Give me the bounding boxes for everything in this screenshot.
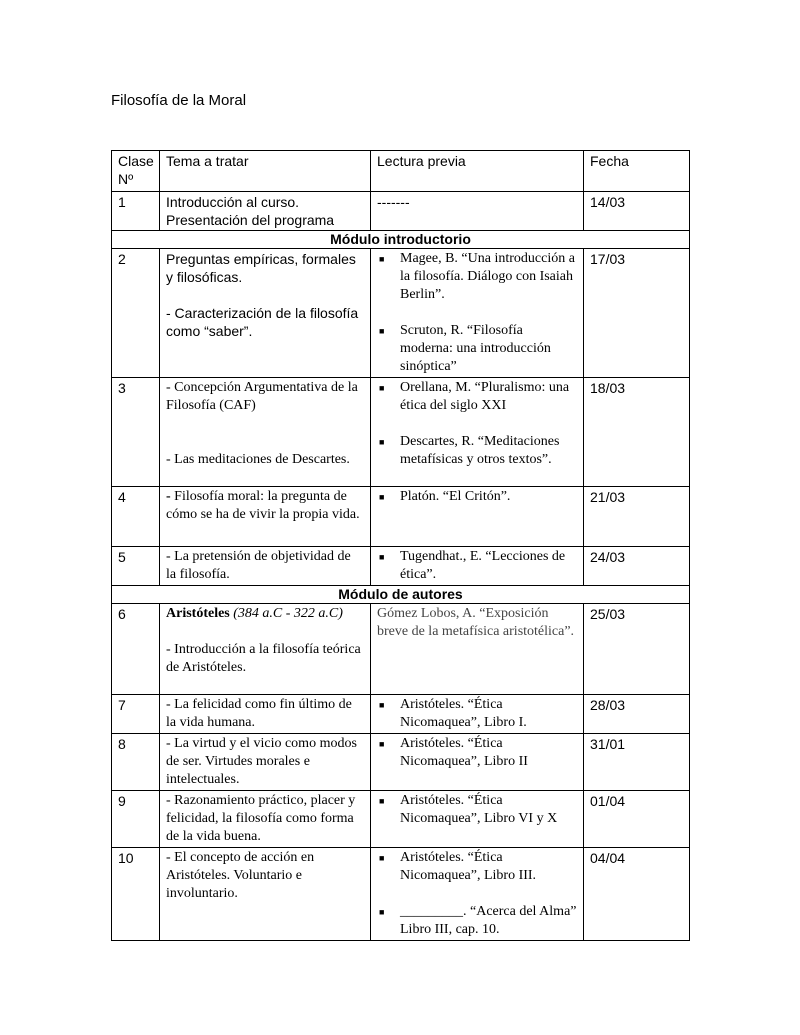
reading-item: Magee, B. “Una introducción a la filosofía. Diálogo con Isaiah Berlin”. — [400, 251, 575, 302]
reading-cell — [371, 695, 584, 734]
class-number: 1 — [112, 192, 160, 231]
date-cell: 24/03 — [584, 547, 690, 586]
date-cell: 28/03 — [584, 695, 690, 734]
topic-cell — [160, 249, 371, 378]
reading-cell — [371, 791, 584, 848]
class-number: 2 — [112, 249, 160, 378]
author-name: Aristóteles — [166, 606, 230, 621]
reading-cell — [371, 249, 584, 378]
square-bullet-icon: ■ — [379, 739, 385, 749]
table-row — [112, 192, 690, 231]
date-cell: 14/03 — [584, 192, 690, 231]
document-title: Filosofía de la Moral — [111, 92, 247, 109]
date-cell: 17/03 — [584, 249, 690, 378]
reading-item: Aristóteles. “Ética Nicomaquea”, Libro II — [400, 736, 528, 769]
date-cell: 18/03 — [584, 378, 690, 487]
reading-cell: Gómez Lobos, A. “Exposición breve de la metafísica aristotélica”. — [371, 604, 584, 695]
topic-cell: - El concepto de acción en Aristóteles. Voluntario e involuntario. — [160, 848, 371, 941]
date-cell: 01/04 — [584, 791, 690, 848]
class-number: 6 — [112, 604, 160, 695]
square-bullet-icon: ■ — [379, 492, 385, 502]
topic-line: - Caracterización de la filosofía como “saber”. — [166, 305, 359, 339]
reading-item: Aristóteles. “Ética Nicomaquea”, Libro I. — [400, 697, 527, 730]
date-cell: 31/01 — [584, 734, 690, 791]
reading-item: Aristóteles. “Ética Nicomaquea”, Libro III. — [400, 850, 537, 883]
class-number: 4 — [112, 487, 160, 547]
table-row — [112, 249, 690, 378]
reading-item: Orellana, M. “Pluralismo: una ética del siglo XXI — [400, 380, 570, 413]
topic-cell: - La pretensión de objetividad de la filosofía. — [160, 547, 371, 586]
header-topic: Tema a tratar — [160, 151, 371, 192]
reading-cell: ------- — [371, 192, 584, 231]
class-number: 10 — [112, 848, 160, 941]
module-title: Módulo introductorio — [112, 231, 690, 249]
reading-cell — [371, 487, 584, 547]
reading-cell — [371, 378, 584, 487]
topic-cell: Introducción al curso. Presentación del programa — [160, 192, 371, 231]
topic-line: - Concepción Argumentativa de la Filosofía (CAF) — [166, 380, 358, 413]
topic-cell — [160, 604, 371, 695]
syllabus-table — [111, 150, 690, 941]
reading-item: Platón. “El Critón”. — [400, 489, 511, 504]
module-title: Módulo de autores — [112, 586, 690, 604]
reading-item: Scruton, R. “Filosofía moderna: una introducción sinóptica” — [400, 323, 551, 374]
date-cell: 25/03 — [584, 604, 690, 695]
table-row — [112, 695, 690, 734]
reading-cell — [371, 848, 584, 941]
author-heading — [166, 605, 364, 623]
topic-line: Filosofía moral: la pregunta de cómo se ha de vivir la propia vida. — [166, 489, 360, 522]
square-bullet-icon: ■ — [379, 796, 385, 806]
topic-dash: - — [166, 489, 171, 504]
class-number: 9 — [112, 791, 160, 848]
reading-cell — [371, 734, 584, 791]
square-bullet-icon: ■ — [379, 326, 385, 336]
square-bullet-icon: ■ — [379, 254, 385, 264]
reading-item: Tugendhat., E. “Lecciones de ética”. — [400, 549, 566, 582]
square-bullet-icon: ■ — [379, 907, 385, 917]
reading-item: Descartes, R. “Meditaciones metafísicas y otros textos”. — [400, 434, 560, 467]
class-number: 7 — [112, 695, 160, 734]
class-number: 8 — [112, 734, 160, 791]
header-date: Fecha — [584, 151, 690, 192]
topic-cell: - Razonamiento práctico, placer y felicidad, la filosofía como forma de la vida buena. — [160, 791, 371, 848]
author-years: (384 a.C - 322 a.C) — [233, 606, 343, 621]
reading-item: _________. “Acerca del Alma” Libro III, cap. 10. — [400, 904, 577, 937]
topic-cell: - La felicidad como fin último de la vida humana. — [160, 695, 371, 734]
table-row — [112, 487, 690, 547]
square-bullet-icon: ■ — [379, 437, 385, 447]
topic-line: Preguntas empíricas, formales y filosóficas. — [166, 251, 356, 285]
topic-cell: - La virtud y el vicio como modos de ser. Virtudes morales e intelectuales. — [160, 734, 371, 791]
header-class-number: Clase Nº — [112, 151, 160, 192]
date-cell: 21/03 — [584, 487, 690, 547]
class-number: 5 — [112, 547, 160, 586]
class-number: 3 — [112, 378, 160, 487]
header-reading: Lectura previa — [371, 151, 584, 192]
date-cell: 04/04 — [584, 848, 690, 941]
table-row — [112, 734, 690, 791]
topic-line: - Las meditaciones de Descartes. — [166, 452, 350, 467]
reading-item: Aristóteles. “Ética Nicomaquea”, Libro VI y X — [400, 793, 558, 826]
square-bullet-icon: ■ — [379, 700, 385, 710]
square-bullet-icon: ■ — [379, 853, 385, 863]
table-row — [112, 848, 690, 941]
module-header-row — [112, 586, 690, 604]
table-header-row — [112, 151, 690, 192]
module-header-row — [112, 231, 690, 249]
reading-cell — [371, 547, 584, 586]
topic-cell — [160, 378, 371, 487]
topic-line: - Introducción a la filosofía teórica de Aristóteles. — [166, 642, 361, 675]
table-row — [112, 547, 690, 586]
square-bullet-icon: ■ — [379, 383, 385, 393]
topic-cell — [160, 487, 371, 547]
square-bullet-icon: ■ — [379, 552, 385, 562]
table-row — [112, 791, 690, 848]
table-row — [112, 604, 690, 695]
table-row — [112, 378, 690, 487]
